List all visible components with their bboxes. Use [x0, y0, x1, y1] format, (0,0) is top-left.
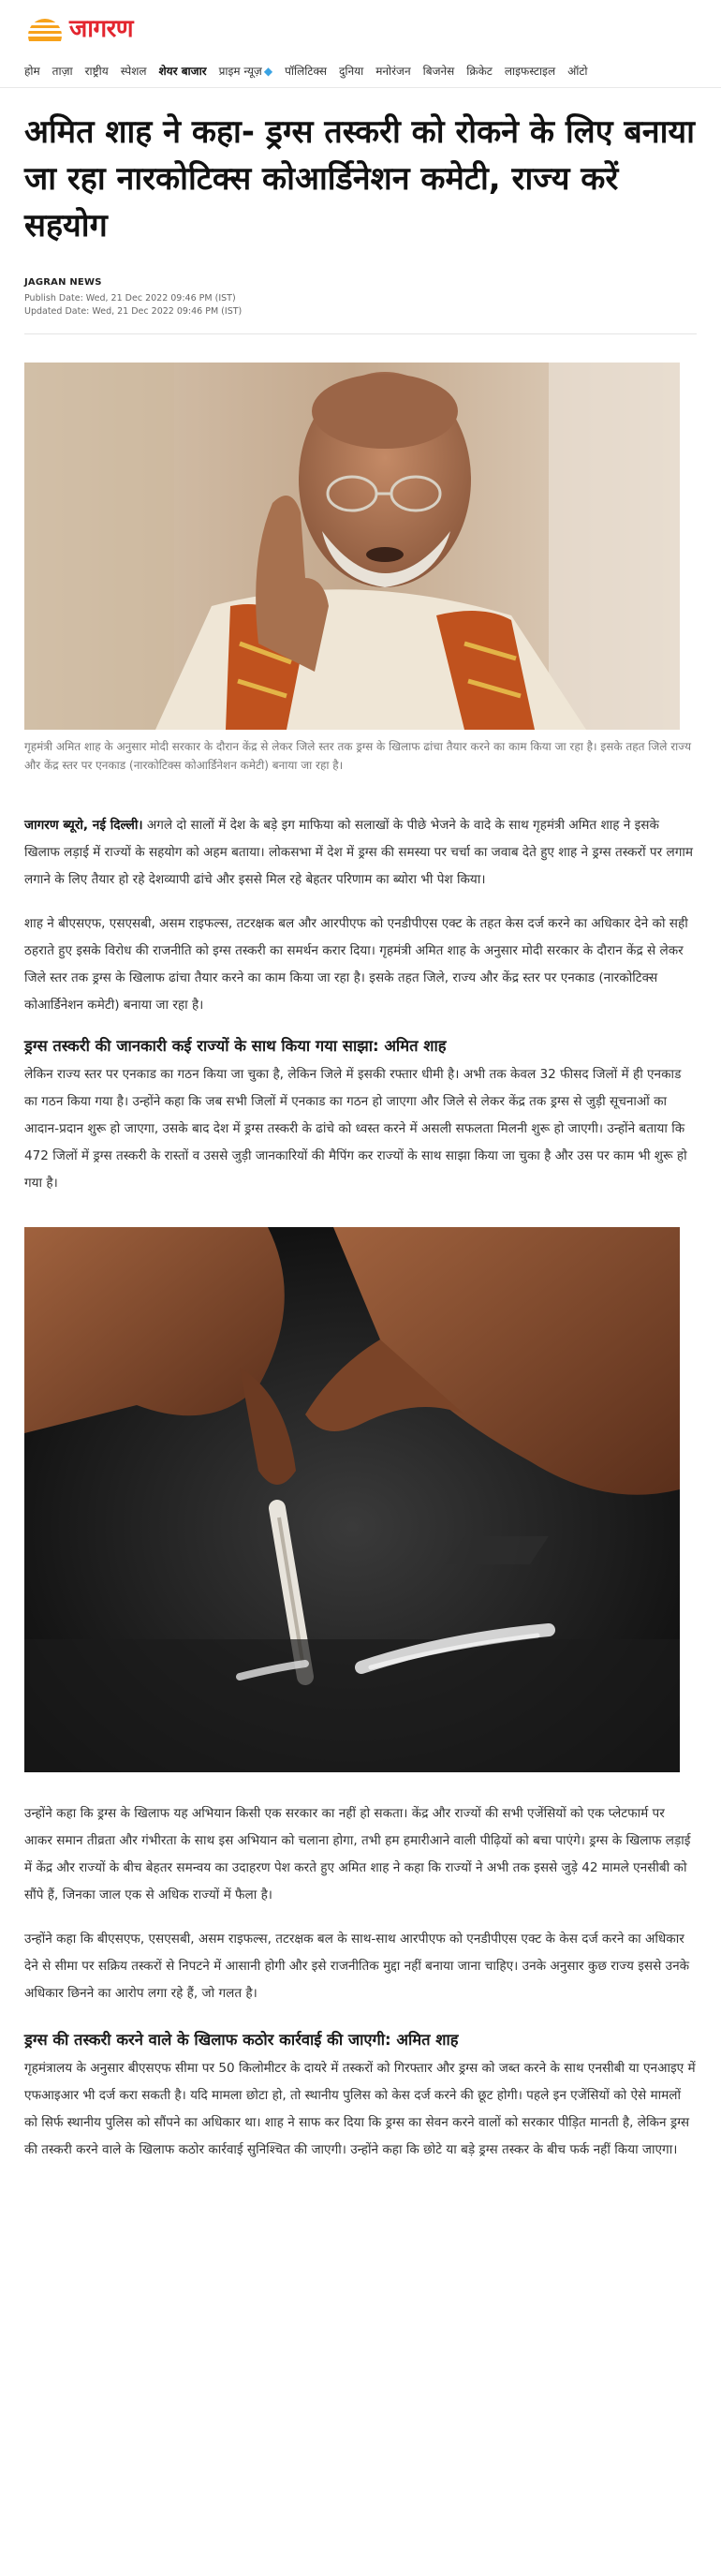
subheading-2: ड्रग्स की तस्करी करने वाले के खिलाफ कठोर कार्रवाई की जाएगी: अमित शाह	[24, 2031, 459, 2049]
nav-item-special[interactable]: स्पेशल	[120, 65, 147, 78]
site-header	[0, 0, 721, 54]
article-paragraph-2: शाह ने बीएसएफ, एसएसबी, असम राइफल्स, तटरक्षक बल और आरपीएफ को एनडीपीएस एक्ट के तहत केस दर्ज करने का अधिकार देने को सही ठहराते हुए इसके विरोध की राजनीति को इग्स तस्करी का समर्थन करार दिया। गृहमंत्री अमित शाह के अनुसार मोदी सरकार के दौरान केंद्र से लेकर जिले स्तर तक ड्रग्स के खिलाफ ढांचा तैयार करने का काम किया जा रहा है। इसके तहत जिले, राज्य और केंद्र स्तर पर एनकाड (नारकोटिक्स कोआर्डिनेशन कमेटी) बनाया जा रहा है।	[24, 916, 688, 1013]
nav-item-prime-news[interactable]	[219, 63, 272, 79]
article-headline: अमित शाह ने कहा- ड्रग्स तस्करी को रोकने के लिए बनाया जा रहा नारकोटिक्स कोआर्डिनेशन कमेटी, राज्य करें सहयोग	[24, 113, 695, 244]
diamond-icon: ◆	[263, 65, 273, 78]
nav-item-latest[interactable]: ताज़ा	[52, 65, 73, 78]
hero-photo-illustration	[24, 363, 680, 730]
hero-caption: गृहमंत्री अमित शाह के अनुसार मोदी सरकार के दौरान केंद्र से लेकर जिले स्तर तक ड्रग्स के खिलाफ ढांचा तैयार करने का काम किया जा रहा है। इसके तहत जिले राज्य और केंद्र स्तर पर एनकाड (नारकोटिक्स कोआर्डिनेशन कमेटी) बनाया जा रहा है।	[24, 740, 692, 772]
nav-item-lifestyle[interactable]: लाइफस्टाइल	[504, 65, 556, 78]
hero-image	[24, 363, 680, 730]
nav-item-world[interactable]: दुनिया	[338, 65, 364, 78]
site-logo[interactable]	[22, 10, 133, 44]
dateline: जागरण ब्यूरो, नई दिल्ली।	[24, 818, 143, 833]
article-meta	[0, 249, 721, 317]
logo-text: जागरण	[69, 15, 134, 43]
publish-date: Publish Date: Wed, 21 Dec 2022 09:46 PM (IST)	[24, 293, 236, 303]
drugs-photo-illustration	[24, 1227, 680, 1772]
article-paragraph-4: उन्होंने कहा कि ड्रग्स के खिलाफ यह अभियान किसी एक सरकार का नहीं हो सकता। केंद्र और राज्यों की सभी एजेंसियों को एक प्लेटफार्म पर आकर समान तीव्रता और गंभीरता के साथ इस अभियान को चलाना होगा, तभी हम हमारीआने वाली पीढ़ियों को बचा पाएंगे। ड्रग्स के खिलाफ लड़ाई में केंद्र और राज्यों के बीच बेहतर समन्वय का उदाहरण पेश करते हुए अमित शाह ने कहा कि राज्यों ने अभी तक इससे जुड़े 42 मामले एनसीबी को सौंपे हैं, जिनका जाल एक से अधिक राज्यों में फैला है।	[24, 1806, 691, 1902]
author-name[interactable]: JAGRAN NEWS	[24, 277, 102, 288]
article-paragraph-5: उन्होंने कहा कि बीएसएफ, एसएसबी, असम राइफल्स, तटरक्षक बल के साथ-साथ आरपीएफ को एनडीपीएस एक्ट के केस दर्ज करने का अधिकार देने से सीमा पर सक्रिय तस्करों से निपटने में आसानी होगी और इसे राजनीतिक मुद्दा नहीं बनाया जाना चाहिए। उनके अनुसार कुछ राज्य इससे उनके अधिकार छिनने का आरोप लगा रहे हैं, जो गलत है।	[24, 1932, 690, 2001]
nav-item-auto[interactable]: ऑटो	[567, 65, 588, 78]
drugs-image	[24, 1227, 680, 1772]
article-paragraph-1	[0, 812, 721, 894]
subheading-1: ड्रग्स तस्करी की जानकारी कई राज्यों के साथ किया गया साझा: अमित शाह	[24, 1037, 447, 1055]
nav-item-share-market[interactable]: शेयर बाजार	[158, 65, 207, 78]
nav-item-national[interactable]: राष्ट्रीय	[84, 65, 109, 78]
updated-date: Updated Date: Wed, 21 Dec 2022 09:46 PM (IST)	[24, 306, 243, 317]
nav-item-entertainment[interactable]: मनोरंजन	[375, 65, 411, 78]
sun-logo-icon	[22, 13, 67, 41]
paragraph-1-text: अगले दो सालों में देश के बड़े इग माफिया को सलाखों के पीछे भेजने के वादे के साथ गृहमंत्री अमित शाह ने इसके खिलाफ लड़ाई में राज्यों के सहयोग को अहम बताया। लोकसभा में देश में ड्रग्स की समस्या पर चर्चा का जवाब देते हुए शाह ने ड्रग्स तस्करों पर लगाम लगाने के लिए तैयार हो रहे देशव्यापी ढांचे और इससे मिल रहे बेहतर परिणाम का ब्योरा भी पेश किया।	[24, 818, 694, 887]
article-paragraph-6: गृहमंत्रालय के अनुसार बीएसएफ सीमा पर 50 किलोमीटर के दायरे में तस्करों को गिरफ्तार और ड्रग्स को जब्त करने के साथ एनसीबी या एनआइए में एफआइआर भी दर्ज करा सकती है। यदि मामला छोटा हो, तो स्थानीय पुलिस को केस दर्ज करने की छूट होगी। पहले इन एजेंसियों को ऐसे मामलों को सिर्फ स्थानीय पुलिस को सौंपने का अधिकार था। शाह ने साफ कर दिया कि ड्रग्स का सेवन करने वालों को सरकार पीड़ित मानती है, लेकिन ड्रग्स की तस्करी करने वाले के खिलाफ कठोर कार्रवाई सुनिश्चित की जाएगी। उन्होंने कहा कि छोटे या बड़े ड्रग्स तस्कर के बीच फर्क नहीं किया जाएगा।	[24, 2061, 696, 2157]
nav-item-politics[interactable]: पॉलिटिक्स	[285, 65, 327, 78]
nav-item-prime-news-label: प्राइम न्यूज़	[218, 65, 262, 78]
nav-item-cricket[interactable]: क्रिकेट	[466, 65, 493, 78]
nav-item-business[interactable]: बिजनेस	[422, 65, 455, 78]
main-nav	[0, 54, 721, 88]
nav-item-home[interactable]: होम	[24, 65, 40, 78]
article-paragraph-3: लेकिन राज्य स्तर पर एनकाड का गठन किया जा चुका है, लेकिन जिले में इसकी रफ्तार धीमी है। अभी तक केवल 32 फीसद जिलों में ही एनकाड का गठन किया गया है। उन्होंने कहा कि जब सभी जिलों में एनकाड का गठन हो जाएगा और जिले से लेकर केंद्र तक ड्रग्स से जुड़ी सूचनाओं का आदान-प्रदान शुरू हो जाएगा, उसके बाद देश में ड्रग्स तस्करी के ढांचे को ध्वस्त करने में असली सफलता मिलनी शुरू हो जाएगी। उन्होंने बताया कि 472 जिलों में ड्रग्स तस्करी के रास्तों व उससे जुड़ी जानकारियों की मैपिंग कर राज्यों के साथ साझा किया जा चुका है और उस पर काम भी शुरू हो गया है।	[24, 1067, 687, 1191]
meta-divider	[24, 333, 697, 334]
